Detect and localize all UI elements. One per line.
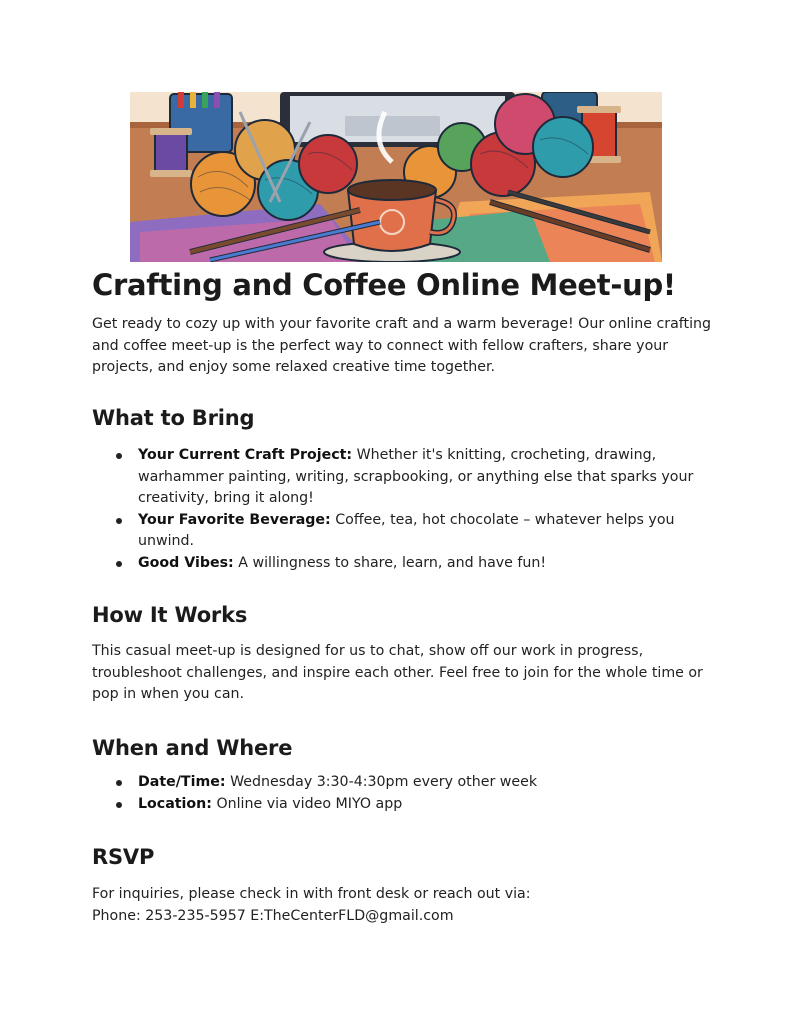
what-to-bring-list — [112, 445, 702, 574]
item-label: Date/Time: — [138, 774, 226, 790]
rsvp-paragraph — [92, 884, 712, 927]
page-title: Crafting and Coffee Online Meet-up! — [92, 268, 676, 302]
rsvp-line: For inquiries, please check in with front desk or reach out via: — [92, 886, 531, 902]
when-and-where-heading: When and Where — [92, 736, 293, 760]
bullet-icon — [116, 802, 122, 808]
intro-line: Get ready to cozy up with your favorite craft and a warm beverage! Our online crafting — [92, 316, 712, 332]
intro-line: projects, and enjoy some relaxed creative time together. — [92, 359, 496, 375]
bullet-icon — [116, 453, 122, 459]
how-line: pop in when you can. — [92, 686, 245, 702]
intro-line: and coffee meet-up is the perfect way to connect with fellow crafters, share your — [92, 337, 669, 354]
item-text: creativity, bring it along! — [138, 490, 314, 506]
when-and-where-list — [112, 772, 702, 815]
how-it-works-paragraph — [92, 641, 712, 706]
what-to-bring-heading: What to Bring — [92, 406, 255, 430]
list-item — [112, 553, 702, 575]
item-label: Location: — [138, 795, 212, 812]
list-item — [112, 510, 702, 553]
item-text: Online via video MIYO app — [211, 795, 403, 812]
item-text: Coffee, tea, hot chocolate – whatever helps you — [330, 511, 675, 528]
hero-illustration — [130, 92, 662, 262]
item-label: Your Current Craft Project: — [138, 447, 353, 463]
intro-paragraph — [92, 314, 712, 379]
how-it-works-heading: How It Works — [92, 603, 248, 627]
list-item — [112, 772, 702, 794]
crafting-coffee-illustration — [130, 92, 662, 262]
bullet-icon — [116, 518, 122, 524]
item-text: Whether it's knitting, crocheting, drawing, — [352, 447, 657, 463]
how-line: This casual meet-up is designed for us to chat, show off our work in progress, — [92, 643, 644, 659]
item-text: unwind. — [138, 533, 195, 549]
list-item — [112, 794, 702, 816]
contact-line[interactable]: Phone: 253-235-5957 E:TheCenterFLD@gmail.com — [92, 907, 454, 924]
list-item — [112, 445, 702, 510]
rsvp-heading: RSVP — [92, 845, 155, 869]
item-label: Your Favorite Beverage: — [138, 511, 331, 528]
how-line: troubleshoot challenges, and inspire each other. Feel free to join for the whole time or — [92, 664, 703, 681]
bullet-icon — [116, 780, 122, 786]
item-text: A willingness to share, learn, and have fun! — [233, 554, 547, 571]
bullet-icon — [116, 561, 122, 567]
item-text: warhammer painting, writing, scrapbooking, or anything else that sparks your — [138, 468, 694, 485]
item-label: Good Vibes: — [138, 554, 234, 571]
item-text: Wednesday 3:30-4:30pm every other week — [225, 774, 538, 790]
